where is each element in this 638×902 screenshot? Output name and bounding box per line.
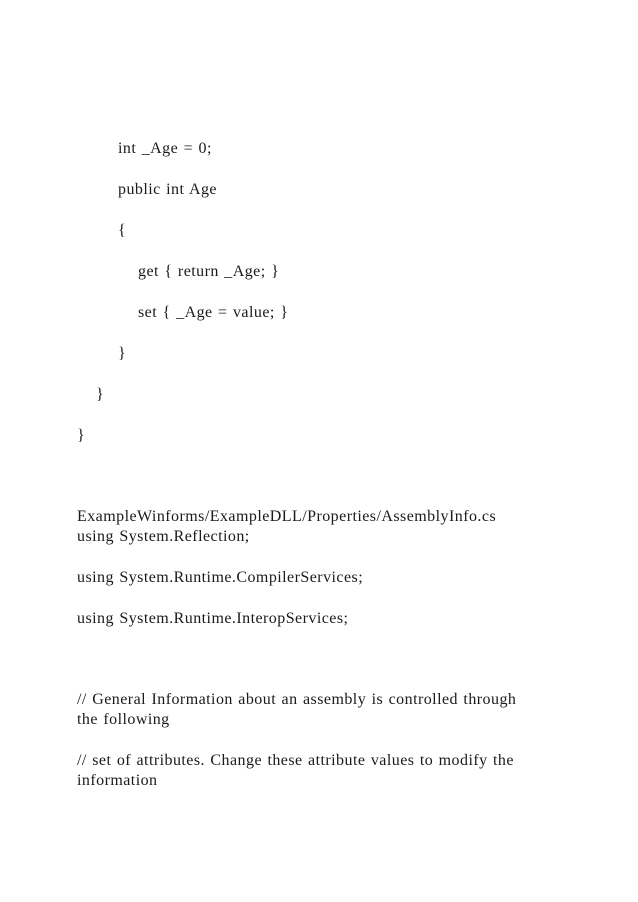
- code-line-age-field: int _Age = 0;: [118, 140, 212, 157]
- code-line-using-compilerservices: using System.Runtime.CompilerServices;: [77, 569, 364, 586]
- code-comment-line-1: // General Information about an assembly is controlled through: [77, 691, 517, 708]
- code-comment-line-1-wrap: the following: [77, 711, 170, 728]
- code-line-setter: set { _Age = value; }: [138, 304, 289, 321]
- code-line-getter: get { return _Age; }: [138, 263, 280, 280]
- file-path-heading: ExampleWinforms/ExampleDLL/Properties/AssemblyInfo.cs: [77, 508, 497, 525]
- code-line-age-property: public int Age: [118, 181, 217, 198]
- code-line-open-brace: {: [118, 222, 127, 239]
- code-line-close-brace-class: }: [96, 386, 105, 403]
- code-line-using-reflection: using System.Reflection;: [77, 528, 250, 545]
- code-comment-line-2: // set of attributes. Change these attribute values to modify the: [77, 752, 514, 769]
- code-line-close-brace-property: }: [118, 345, 127, 362]
- code-line-using-interopservices: using System.Runtime.InteropServices;: [77, 610, 349, 627]
- code-comment-line-2-wrap: information: [77, 772, 158, 789]
- code-line-close-brace-namespace: }: [77, 427, 86, 444]
